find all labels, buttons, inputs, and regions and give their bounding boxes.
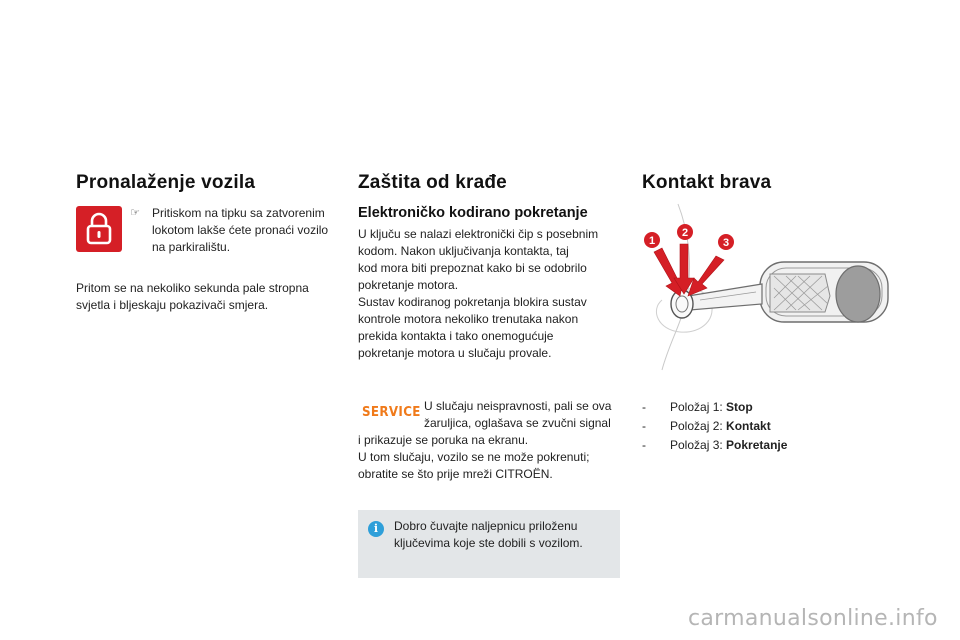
section-title-find-vehicle: Pronalaženje vozila — [76, 172, 256, 193]
pointing-hand-icon: ☞ — [130, 207, 140, 219]
list-item: - Položaj 3: Pokretanje — [642, 438, 788, 452]
service-text-indented: U slučaju neispravnosti, pali se ova žaruljica, oglašava se zvučni signal — [424, 399, 612, 430]
marker-2: 2 — [681, 227, 689, 239]
list-item: - Položaj 2: Kontakt — [642, 419, 771, 433]
section-title-ignition-switch: Kontakt brava — [642, 172, 772, 193]
immobiliser-paragraph: U ključu se nalazi elektronički čip s posebnim kodom. Nakon uključivanja kontakta, taj kod mora biti prepoznat kako bi se odobrilo pokretanje motora. Sustav kodiranog pokretanja blokira sustav kontrole motora nekoliko trenutaka nakon prekida kontakta i tako onemogućuje pokretanje motora u slučaju provale. — [358, 227, 599, 360]
info-text: Dobro čuvajte naljepnicu priloženu ključevima koje ste dobili s vozilom. — [394, 519, 583, 550]
section-title-theft-protection: Zaštita od krađe — [358, 172, 507, 193]
info-icon: i — [368, 521, 384, 537]
find-vehicle-bullet — [128, 205, 328, 256]
service-text: i prikazuje se poruka na ekranu. U tom slučaju, vozilo se ne može pokrenuti; obratite se što prije mreži CITROËN. — [358, 433, 590, 481]
watermark: carmanualsonline.info — [688, 606, 938, 631]
ignition-key-illustration — [640, 200, 890, 390]
key-positions-list — [642, 398, 787, 455]
marker-3: 3 — [722, 237, 730, 249]
lock-icon — [76, 206, 122, 252]
subtitle-electronic-immobiliser: Elektroničko kodirano pokretanje — [358, 205, 588, 221]
find-vehicle-bullet-text: Pritiskom na tipku sa zatvorenim lokotom lakše ćete pronaći vozilo na parkiralištu. — [152, 206, 329, 254]
list-item: - Položaj 1: Stop — [642, 400, 753, 414]
marker-1: 1 — [648, 235, 656, 247]
service-warning-icon: SERVICE — [362, 404, 421, 420]
find-vehicle-paragraph: Pritom se na nekoliko sekunda pale stropna svjetla i bljeskaju pokazivači smjera. — [76, 281, 309, 312]
info-box — [358, 510, 620, 578]
